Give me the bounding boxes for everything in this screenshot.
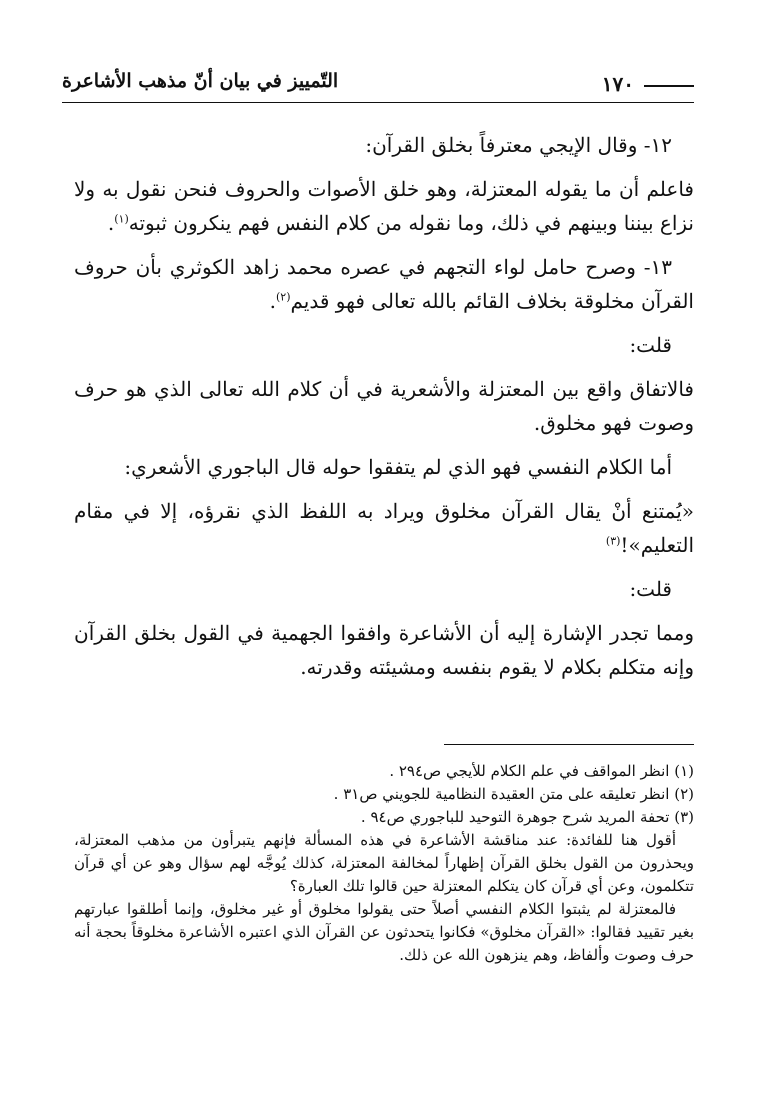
bajuri-intro: أما الكلام النفسي فهو الذي لم يتفقوا حوله قال الباجوري الأشعري: — [124, 455, 672, 479]
ijī-quote: فاعلم أن ما يقوله المعتزلة، وهو خلق الأصوات والحروف فنحن نقول به ولا نزاع بيننا وبينهم في ذلك، وما نقوله من كلام النفس فهم ينكرون ثبوته$^{(١)}$. — [74, 177, 694, 235]
running-header — [62, 68, 694, 102]
page-number: ١٧٠ — [601, 72, 634, 96]
page-number-dash — [644, 85, 694, 87]
footnote-ref-1[interactable]: (١) — [114, 212, 129, 226]
footnote-2: (٢) انظر تعليقه على متن العقيدة النظامية للجويني ص٣١ . — [333, 785, 694, 803]
footnote-separator — [444, 744, 694, 745]
agreement-paragraph: فالاتفاق واقع بين المعتزلة والأشعرية في أن كلام الله تعالى الذي هو حرف وصوت فهو مخلوق. — [74, 377, 694, 435]
footnote-1: (١) انظر المواقف في علم الكلام للأيجي ص٢٩٤ . — [389, 762, 694, 780]
footnote-ref-3[interactable]: (٣) — [605, 534, 621, 548]
main-text — [74, 128, 694, 694]
running-title: التّمييز في بيان أنّ مذهب الأشاعرة — [62, 70, 339, 92]
bajuri-quote: «يُمتنع أنْ يقال القرآن مخلوق ويراد به اللفظ الذي نقرؤه، إلا في مقام التعليم»!$^{(٣)}$ — [74, 499, 694, 557]
footnotes — [74, 760, 694, 967]
paragraph-12: ١٢- وقال الإيجي معترفاً بخلق القرآن: — [365, 133, 672, 157]
footnote-3-comment-a: أقول هنا للفائدة: عند مناقشة الأشاعرة في هذه المسألة فإنهم يتبرأون من مذهب المعتزلة، ويحذرون من القول بخلق القرآن إظهاراً لمخالفة المعتزلة، كذلك يُوجَّه لهم سؤال وهو عن أي قرآن تتكلمون، وعن أي قرآن كان يتكلم المعتزلة حين قالوا تلك العبارة؟ — [74, 831, 694, 895]
qultu-heading-2: قلت: — [629, 577, 672, 601]
qultu-heading: قلت: — [629, 333, 672, 357]
header-rule — [62, 102, 694, 103]
footnote-ref-2[interactable]: (٢) — [275, 290, 291, 304]
paragraph-13: ١٣- وصرح حامل لواء التجهم في عصره محمد زاهد الكوثري بأن حروف القرآن مخلوقة بخلاف القائم بالله تعالى فهو قديم$^{(٢)}$. — [74, 255, 694, 313]
footnote-3-comment-b: فالمعتزلة لم يثبتوا الكلام النفسي أصلاً حتى يقولوا مخلوق أو غير مخلوق، وإنما أطلقوا عبارتهم بغير تقييد فقالوا: «القرآن مخلوق» فكانوا يتحدثون عن القرآن الذي اعتبره الأشاعرة مخلوقاً بحجة أنه حرف وصوت وألفاظ، وهم ينزهون الله عن ذلك. — [74, 900, 694, 964]
footnote-3: (٣) تحفة المريد شرح جوهرة التوحيد للباجوري ص٩٤ . — [360, 808, 694, 826]
jahmiyya-paragraph: ومما تجدر الإشارة إليه أن الأشاعرة وافقوا الجهمية في القول بخلق القرآن وإنه متكلم بكلام لا يقوم بنفسه ومشيئته وقدرته. — [74, 621, 694, 679]
